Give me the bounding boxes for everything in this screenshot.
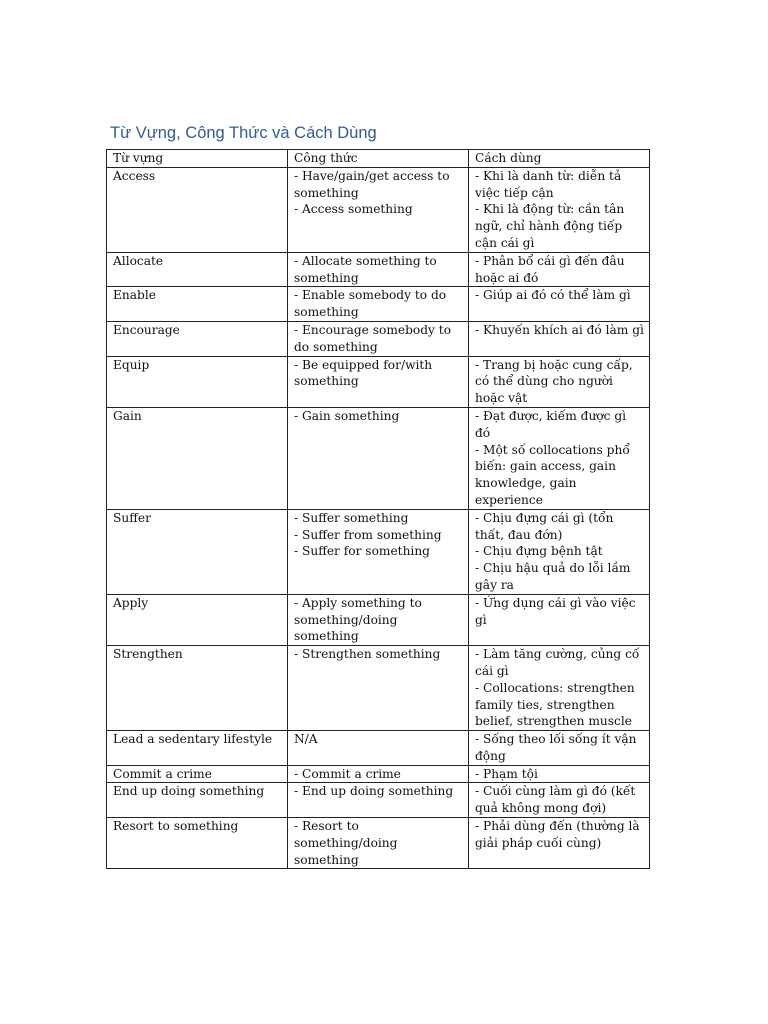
formula-cell: N/A <box>288 731 469 766</box>
formula-cell: - Gain something <box>288 407 469 509</box>
table-row <box>107 818 650 869</box>
usage-cell: - Phải dùng đến (thường là giải pháp cuối cùng) <box>469 818 650 869</box>
table-row <box>107 731 650 766</box>
word-cell: Allocate <box>107 252 288 287</box>
usage-cell: - Khuyến khích ai đó làm gì <box>469 321 650 356</box>
formula-cell: - Enable somebody to do something <box>288 287 469 322</box>
formula-cell: - Apply something to something/doing something <box>288 594 469 645</box>
word-cell: Suffer <box>107 509 288 594</box>
page-title: Từ Vựng, Công Thức và Cách Dùng <box>110 124 377 142</box>
word-cell: Enable <box>107 287 288 322</box>
usage-cell: - Cuối cùng làm gì đó (kết quả không mong đợi) <box>469 783 650 818</box>
formula-cell: - Resort to something/doing something <box>288 818 469 869</box>
usage-cell: - Sống theo lối sống ít vận động <box>469 731 650 766</box>
table-row <box>107 594 650 645</box>
word-cell: Gain <box>107 407 288 509</box>
usage-cell: - Ứng dụng cái gì vào việc gì <box>469 594 650 645</box>
usage-cell: - Giúp ai đó có thể làm gì <box>469 287 650 322</box>
usage-cell: - Khi là danh từ: diễn tả việc tiếp cận - Khi là động từ: cần tân ngữ, chỉ hành động tiếp cận cái gì <box>469 167 650 252</box>
formula-cell: - Encourage somebody to do something <box>288 321 469 356</box>
formula-cell: - Strengthen something <box>288 646 469 731</box>
table-row <box>107 646 650 731</box>
table-row <box>107 783 650 818</box>
word-cell: Equip <box>107 356 288 407</box>
word-cell: Apply <box>107 594 288 645</box>
table-row <box>107 407 650 509</box>
vocab-table <box>106 149 650 869</box>
table-row <box>107 765 650 783</box>
usage-cell: - Chịu đựng cái gì (tổn thất, đau đớn) - Chịu đựng bệnh tật - Chịu hậu quả do lỗi lầm gây ra <box>469 509 650 594</box>
formula-cell: - End up doing something <box>288 783 469 818</box>
column-header-formula: Công thức <box>288 150 469 168</box>
word-cell: Encourage <box>107 321 288 356</box>
word-cell: Strengthen <box>107 646 288 731</box>
word-cell: Access <box>107 167 288 252</box>
table-row <box>107 356 650 407</box>
word-cell: Resort to something <box>107 818 288 869</box>
formula-cell: - Allocate something to something <box>288 252 469 287</box>
formula-cell: - Suffer something - Suffer from something - Suffer for something <box>288 509 469 594</box>
word-cell: End up doing something <box>107 783 288 818</box>
table-header-row <box>107 150 650 168</box>
usage-cell: - Phân bổ cái gì đến đâu hoặc ai đó <box>469 252 650 287</box>
word-cell: Commit a crime <box>107 765 288 783</box>
usage-cell: - Làm tăng cường, củng cố cái gì - Collocations: strengthen family ties, strengthen belief, strengthen muscle <box>469 646 650 731</box>
usage-cell: - Trang bị hoặc cung cấp, có thể dùng cho người hoặc vật <box>469 356 650 407</box>
table-row <box>107 252 650 287</box>
formula-cell: - Be equipped for/with something <box>288 356 469 407</box>
table-row <box>107 167 650 252</box>
table-row <box>107 287 650 322</box>
formula-cell: - Have/gain/get access to something - Access something <box>288 167 469 252</box>
column-header-usage: Cách dùng <box>469 150 650 168</box>
column-header-word: Từ vựng <box>107 150 288 168</box>
usage-cell: - Đạt được, kiếm được gì đó - Một số collocations phổ biến: gain access, gain knowledge, gain experience <box>469 407 650 509</box>
formula-cell: - Commit a crime <box>288 765 469 783</box>
table-row <box>107 509 650 594</box>
word-cell: Lead a sedentary lifestyle <box>107 731 288 766</box>
table-row <box>107 321 650 356</box>
usage-cell: - Phạm tội <box>469 765 650 783</box>
